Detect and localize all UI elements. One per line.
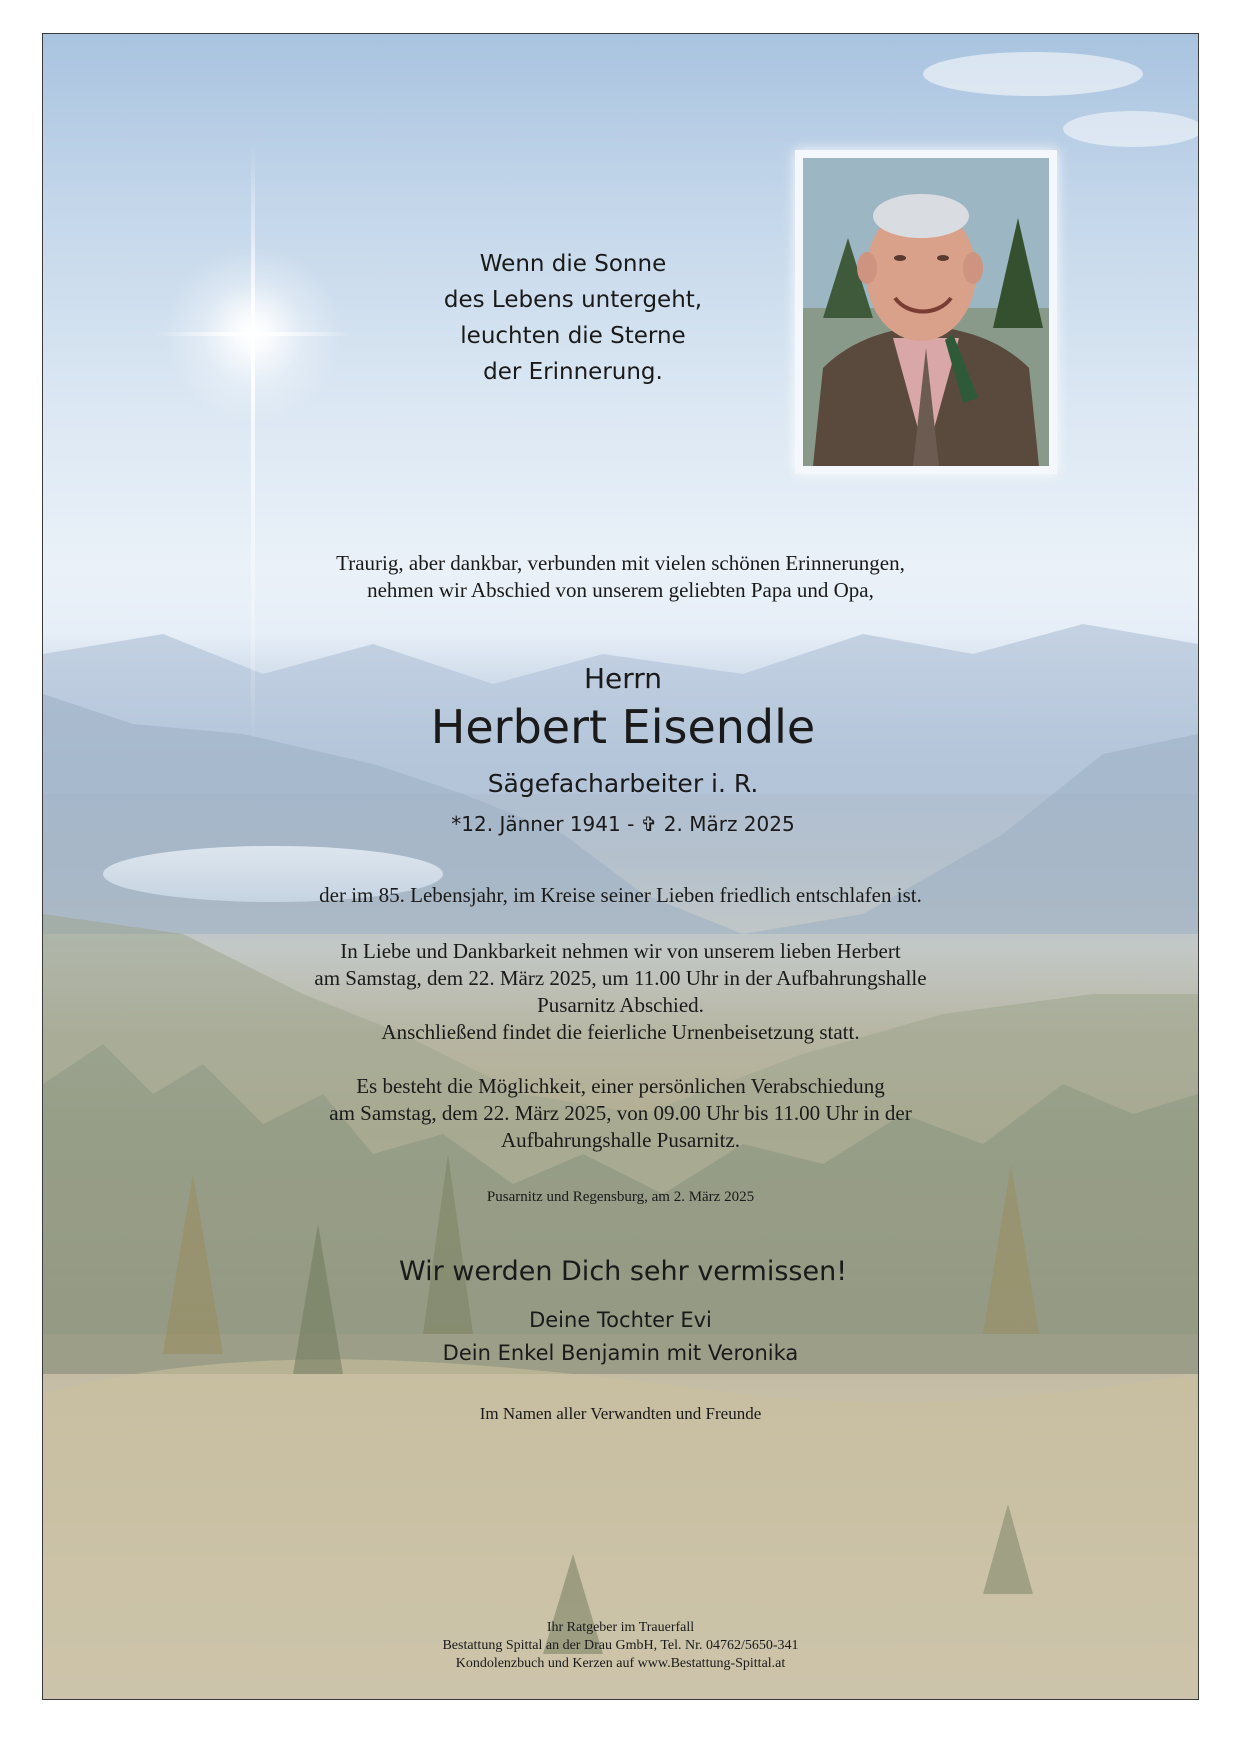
memorial-quote [373,246,773,390]
footer-line: Ihr Ratgeber im Trauerfall [546,1620,695,1635]
footer-line: Bestattung Spittal an der Drau GmbH, Tel. Nr. 04762/5650-341 [442,1638,799,1653]
intro-text [243,550,998,604]
viewing-line: am Samstag, dem 22. März 2025, von 09.00 Uhr bis 11.00 Uhr in der [329,1101,912,1125]
place-and-date: Pusarnitz und Regensburg, am 2. März 2025 [486,1189,755,1205]
deceased-name: Herbert Eisendle [430,700,816,754]
sun-ray-horizontal [153,332,353,336]
intro-line: nehmen wir Abschied von unserem geliebten Papa und Opa, [367,578,874,602]
footer-line: Kondolenzbuch und Kerzen auf www.Bestattung-Spittal.at [455,1656,786,1671]
intro-line: Traurig, aber dankbar, verbunden mit vielen schönen Erinnerungen, [336,551,905,575]
quote-line: der Erinnerung. [483,359,663,385]
quote-line: leuchten die Sterne [460,323,686,349]
passing-statement: der im 85. Lebensjahr, im Kreise seiner Lieben friedlich entschlafen ist. [319,883,922,907]
viewing-text [243,1073,998,1154]
life-dates: *12. Jänner 1941 - ✞ 2. März 2025 [451,812,795,836]
funeral-service-text [243,938,998,1046]
funeral-home-footer [343,1619,898,1673]
portrait-illustration [803,158,1049,466]
portrait-photo [795,150,1057,474]
salutation: Herrn [583,662,663,695]
service-line: Pusarnitz Abschied. [537,993,704,1017]
service-line: In Liebe und Dankbarkeit nehmen wir von unserem lieben Herbert [340,939,901,963]
service-line: am Samstag, dem 22. März 2025, um 11.00 Uhr in der Aufbahrungshalle [314,966,927,990]
closing-line: Wir werden Dich sehr vermissen! [398,1256,848,1287]
sun-ray-vertical [251,144,255,744]
deceased-occupation: Sägefacharbeiter i. R. [487,769,759,798]
relatives-line: Im Namen aller Verwandten und Freunde [479,1404,762,1423]
quote-line: Wenn die Sonne [479,251,667,277]
viewing-line: Es besteht die Möglichkeit, einer persönlichen Verabschiedung [356,1074,885,1098]
obituary-card [42,33,1199,1700]
family-member: Dein Enkel Benjamin mit Veronika [442,1341,799,1365]
family-list [343,1304,898,1370]
service-line: Anschließend findet die feierliche Urnenbeisetzung statt. [381,1020,860,1044]
viewing-line: Aufbahrungshalle Pusarnitz. [500,1128,741,1152]
family-member: Deine Tochter Evi [529,1308,712,1332]
quote-line: des Lebens untergeht, [443,287,703,313]
